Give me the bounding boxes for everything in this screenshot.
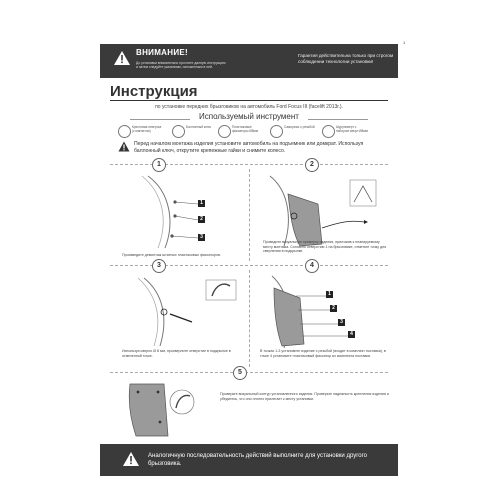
page-number: 1 [403, 40, 406, 45]
step1-illustration [120, 172, 240, 250]
tool-label: Крестовая отвертка (с магнитом) [132, 125, 162, 133]
clip-icon [218, 125, 231, 138]
point-tag-1: 1 [198, 200, 205, 207]
point-tag-3: 3 [338, 319, 345, 326]
tools-rule-left [130, 119, 190, 120]
page-title: Инструкция [110, 83, 198, 100]
point-tag-4: 4 [348, 331, 355, 338]
step-number-4: 4 [305, 259, 319, 273]
step1-caption: Произведите демонтаж штатных пластиковых фиксаторов. [122, 253, 221, 257]
step3-illustration [120, 276, 245, 348]
column-divider-2 [249, 270, 250, 367]
step-number-2: 2 [305, 158, 319, 172]
warning-header [100, 44, 398, 78]
warning-icon [113, 50, 131, 66]
warning-top-text: Перед началом монтажа изделия установите автомобиль на подъемник или домкрат. Используя баллонный ключ, открутите крепежные гайки и снимите колесо. [134, 141, 364, 154]
warning-bottom [100, 444, 398, 476]
wrench-icon [172, 125, 185, 138]
step4-caption: В точках 1-3 установите изделие с резьбой (входит в комплект поставки), в точке 4 установите пластиковый фиксатор из комплекта поставки. [260, 349, 386, 358]
column-divider-1 [249, 169, 250, 261]
step-separator-3 [110, 372, 388, 373]
step3-caption: Используя сверло Ø 8 мм, просверлите отверстие в подкрылке в отмеченной точке. [122, 349, 231, 358]
tools-rule-right [308, 119, 368, 120]
warning-bottom-text: Аналогичную последовательность действий выполните для установки другого брызговика. [148, 453, 368, 467]
warning-icon [118, 141, 130, 152]
step4-illustration [260, 274, 386, 350]
step2-caption: Проведите визуальную примерку изделия, приложив к планируемому месту монтажа. Согласно отверстию 1 на брызговике, отметьте точку для сверления в подкрылке. [263, 240, 387, 254]
point-tag-2: 2 [198, 216, 205, 223]
title-rule [110, 100, 388, 101]
point-tag-2: 2 [330, 305, 337, 312]
warranty-note: Гарантия действительна только при строгом соблюдении технологии установки! [298, 53, 394, 64]
drill-icon [322, 125, 335, 138]
tool-label: Саморезы с резьбой [284, 125, 315, 129]
attention-label: ВНИМАНИЕ! [136, 48, 188, 57]
instruction-page [100, 44, 398, 476]
tool-label: Шуруповерт с набором сверл Ø8мм [336, 125, 368, 133]
step-number-5: 5 [233, 366, 247, 380]
point-tag-1: 1 [326, 291, 333, 298]
screwdriver-icon [118, 125, 131, 138]
step5-illustration [120, 378, 230, 438]
tool-label: Баллонный ключ [186, 125, 212, 129]
warning-icon [122, 451, 140, 467]
point-tag-3: 3 [198, 234, 205, 241]
screw-icon [270, 125, 283, 138]
page-subtitle: по установке передних брызговиков на автомобиль Ford Focus III (facelift 2013г.). [155, 104, 343, 110]
step-number-1: 1 [152, 158, 166, 172]
tools-title: Используемый инструмент [199, 112, 299, 121]
step5-caption: Проверьте визуальный контур установленного изделия. Проверьте надежность крепления изделия и убедитесь, что оно плотно прилегает к месту установки. [220, 392, 389, 401]
attention-note: До установки внимательно прочтите данную инструкцию и затем следуйте указаниям, изложенным в ней. [136, 61, 226, 69]
step2-illustration [260, 172, 386, 248]
tool-label: Пластиковые фиксаторы Ø8мм [232, 125, 258, 133]
step-number-3: 3 [152, 259, 166, 273]
